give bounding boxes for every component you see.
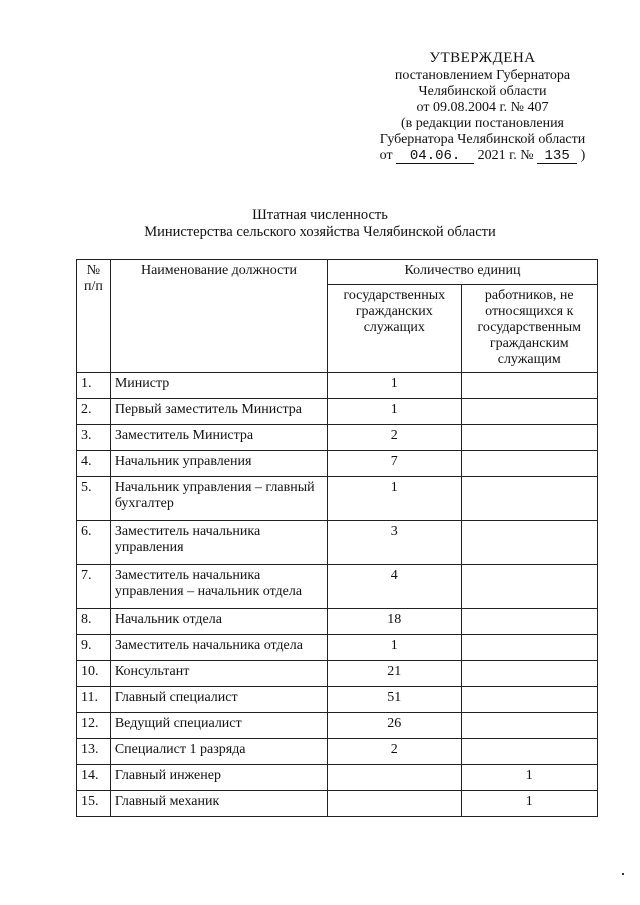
table-row (77, 373, 598, 399)
row-other-count (461, 565, 597, 609)
approval-line: Челябинской области (418, 84, 547, 99)
row-other-count (461, 425, 597, 451)
header-number: № п/п (77, 260, 111, 373)
table-row (77, 565, 598, 609)
header-units: Количество единиц (328, 260, 598, 285)
table-row (77, 739, 598, 765)
row-civil-count: 18 (328, 609, 461, 635)
row-civil-count: 3 (328, 521, 461, 565)
row-number: 9. (77, 635, 111, 661)
table-row (77, 425, 598, 451)
row-position: Заместитель начальника управления – начальник отдела (110, 565, 327, 609)
row-number: 2. (77, 399, 111, 425)
row-position: Ведущий специалист (110, 713, 327, 739)
amendment-number-field: 135 (537, 149, 577, 164)
row-civil-count: 1 (328, 373, 461, 399)
approval-amendment-line (360, 148, 605, 164)
row-other-count (461, 609, 597, 635)
row-civil-count: 7 (328, 451, 461, 477)
row-number: 4. (77, 451, 111, 477)
table-row (77, 765, 598, 791)
row-position: Главный инженер (110, 765, 327, 791)
row-other-count (461, 399, 597, 425)
row-position: Первый заместитель Министра (110, 399, 327, 425)
row-position: Заместитель начальника управления (110, 521, 327, 565)
row-civil-count (328, 791, 461, 817)
row-civil-count: 1 (328, 399, 461, 425)
row-other-count (461, 373, 597, 399)
row-position: Заместитель начальника отдела (110, 635, 327, 661)
approval-line: постановлением Губернатора (394, 68, 571, 83)
year-label: 2021 г. № (477, 148, 534, 163)
row-other-count (461, 713, 597, 739)
row-civil-count: 2 (328, 425, 461, 451)
closing-bracket: ) (580, 148, 586, 163)
header-position: Наименование должности (110, 260, 327, 373)
approval-heading: УТВЕРЖДЕНА (429, 50, 536, 66)
table-row (77, 451, 598, 477)
document-title (120, 207, 520, 241)
row-position: Министр (110, 373, 327, 399)
table-row (77, 521, 598, 565)
row-position: Начальник управления – главный бухгалтер (110, 477, 327, 521)
table-row (77, 687, 598, 713)
row-civil-count: 2 (328, 739, 461, 765)
table-row (77, 399, 598, 425)
row-number: 3. (77, 425, 111, 451)
row-position: Начальник управления (110, 451, 327, 477)
table-row (77, 635, 598, 661)
row-other-count: 1 (461, 791, 597, 817)
row-civil-count: 26 (328, 713, 461, 739)
approval-stamp (360, 50, 605, 164)
row-position: Главный механик (110, 791, 327, 817)
title-line: Министерства сельского хозяйства Челябинской области (144, 224, 496, 240)
table-row (77, 661, 598, 687)
approval-line: Губернатора Челябинской области (379, 132, 586, 147)
row-number: 8. (77, 609, 111, 635)
row-number: 13. (77, 739, 111, 765)
title-line: Штатная численность (252, 207, 388, 223)
scan-speck (622, 873, 624, 875)
row-position: Заместитель Министра (110, 425, 327, 451)
row-other-count (461, 521, 597, 565)
row-number: 11. (77, 687, 111, 713)
table-row (77, 713, 598, 739)
header-civil-servants: государственных гражданских служащих (328, 285, 461, 373)
table-row (77, 791, 598, 817)
row-other-count (461, 739, 597, 765)
row-position: Консультант (110, 661, 327, 687)
row-number: 14. (77, 765, 111, 791)
row-position: Специалист 1 разряда (110, 739, 327, 765)
row-civil-count: 21 (328, 661, 461, 687)
row-number: 15. (77, 791, 111, 817)
row-civil-count: 1 (328, 477, 461, 521)
amendment-date-field: 04.06. (396, 149, 474, 164)
row-civil-count (328, 765, 461, 791)
row-other-count: 1 (461, 765, 597, 791)
row-other-count (461, 635, 597, 661)
row-number: 1. (77, 373, 111, 399)
row-number: 6. (77, 521, 111, 565)
approval-line: от 09.08.2004 г. № 407 (416, 100, 549, 115)
from-label: от (379, 148, 393, 163)
row-number: 12. (77, 713, 111, 739)
row-number: 10. (77, 661, 111, 687)
row-other-count (461, 661, 597, 687)
row-other-count (461, 687, 597, 713)
row-other-count (461, 451, 597, 477)
row-number: 5. (77, 477, 111, 521)
row-position: Главный специалист (110, 687, 327, 713)
staff-table (76, 259, 598, 817)
row-number: 7. (77, 565, 111, 609)
row-position: Начальник отдела (110, 609, 327, 635)
row-civil-count: 51 (328, 687, 461, 713)
row-civil-count: 1 (328, 635, 461, 661)
row-other-count (461, 477, 597, 521)
row-civil-count: 4 (328, 565, 461, 609)
header-non-civil: работников, не относящихся к государственным гражданским служащим (461, 285, 597, 373)
table-row (77, 477, 598, 521)
approval-line: (в редакции постановления (400, 116, 565, 131)
table-row (77, 609, 598, 635)
